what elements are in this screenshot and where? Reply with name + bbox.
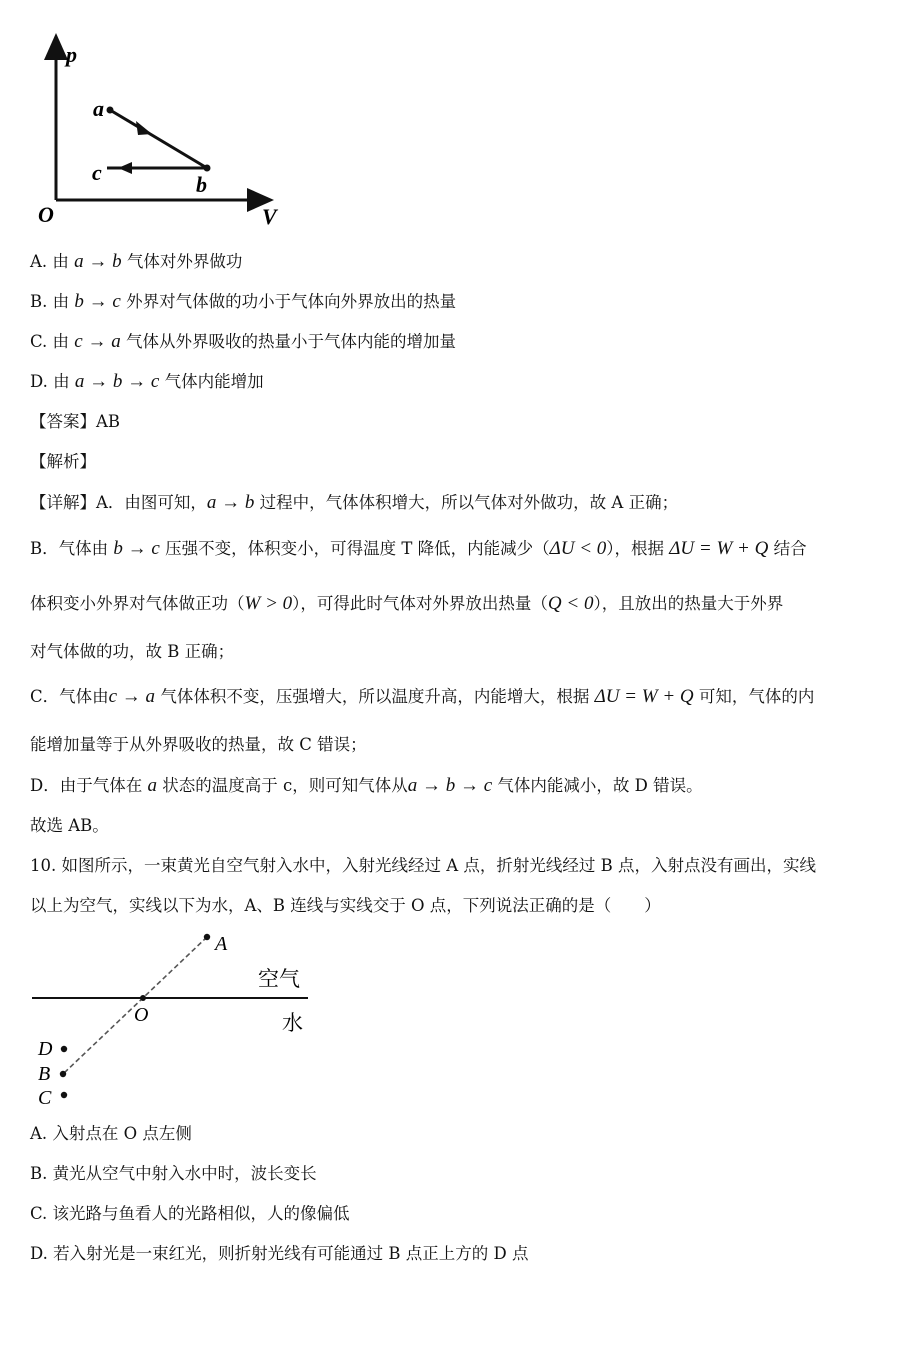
- q10-stem-line1: 10. 如图所示，一束黄光自空气射入水中，入射光线经过 A 点，折射光线经过 B 点，入射点没有画出，实线: [30, 856, 817, 875]
- q10-option-d: D. 若入射光是一束红光，则折射光线有可能通过 B 点正上方的 D 点: [30, 1244, 529, 1263]
- pv-diagram: [0, 0, 300, 240]
- point-c-label: c: [92, 160, 102, 185]
- point-d-dot: [61, 1046, 67, 1052]
- q9-option-d: D. 由 a → b → c 气体内能增加: [30, 371, 264, 392]
- air-label: 空气: [258, 967, 300, 991]
- axis-p-label: p: [66, 42, 77, 67]
- arrow-bc: [118, 162, 132, 174]
- point-b-label: B: [38, 1063, 51, 1085]
- q9-option-c: C. 由 c → a 气体从外界吸收的热量小于气体内能的增加量: [30, 331, 456, 352]
- point-a-label: A: [215, 933, 228, 955]
- point-c-label: C: [38, 1087, 52, 1109]
- point-a-label: a: [93, 96, 104, 121]
- water-label: 水: [282, 1011, 303, 1035]
- q9-conclusion: 故选 AB。: [30, 816, 109, 835]
- point-a-dot: [107, 107, 114, 114]
- refraction-diagram: [0, 920, 320, 1110]
- q9-option-a: A. 由 a → b 气体对外界做功: [30, 251, 243, 272]
- point-a-dot: [204, 934, 210, 940]
- point-o-label: O: [134, 1004, 149, 1026]
- point-c-dot: [61, 1092, 67, 1098]
- q9-detail-b-line3: 对气体做的功，故 B 正确；: [30, 642, 235, 661]
- point-o-dot: [140, 995, 146, 1001]
- q9-detail-c-line1: C．气体由c → a 气体体积不变，压强增大，所以温度升高，内能增大，根据 ΔU = W + Q 可知，气体的内: [30, 686, 815, 707]
- q10-option-a: A. 入射点在 O 点左侧: [30, 1124, 192, 1143]
- q9-detail-a: 【详解】A．由图可知，a → b 过程中，气体体积增大，所以气体对外做功，故 A 正确；: [30, 492, 679, 513]
- q9-detail-b-line2: 体积变小外界对气体做正功（W > 0），可得此时气体对外界放出热量（Q < 0），且放出的热量大于外界: [30, 593, 784, 614]
- axis-v-label: V: [262, 204, 277, 229]
- q9-answer: 【答案】AB: [30, 412, 121, 431]
- point-b-label: b: [196, 172, 207, 197]
- q9-analysis-heading: 【解析】: [30, 452, 96, 471]
- q9-detail-d: D．由于气体在 a 状态的温度高于 c，则可知气体从a → b → c 气体内能减小，故 D 错误。: [30, 775, 703, 796]
- point-b-dot: [204, 165, 211, 172]
- q10-option-c: C. 该光路与鱼看人的光路相似，人的像偏低: [30, 1204, 350, 1223]
- arrow-ab: [136, 121, 152, 135]
- process-ab: [110, 110, 207, 168]
- q9-detail-c-line2: 能增加量等于从外界吸收的热量，故 C 错误；: [30, 735, 367, 754]
- point-d-label: D: [38, 1038, 53, 1060]
- q9-option-b: B. 由 b → c 外界对气体做的功小于气体向外界放出的热量: [30, 291, 457, 312]
- point-b-dot: [60, 1071, 66, 1077]
- q10-option-b: B. 黄光从空气中射入水中时，波长变长: [30, 1164, 317, 1183]
- q10-stem-line2: 以上为空气，实线以下为水，A、B 连线与实线交于 O 点，下列说法正确的是（ ）: [30, 896, 661, 915]
- q9-detail-b-line1: B．气体由 b → c 压强不变，体积变小，可得温度 T 降低，内能减少（ΔU < 0），根据 ΔU = W + Q 结合: [30, 538, 807, 559]
- origin-label: O: [38, 202, 54, 227]
